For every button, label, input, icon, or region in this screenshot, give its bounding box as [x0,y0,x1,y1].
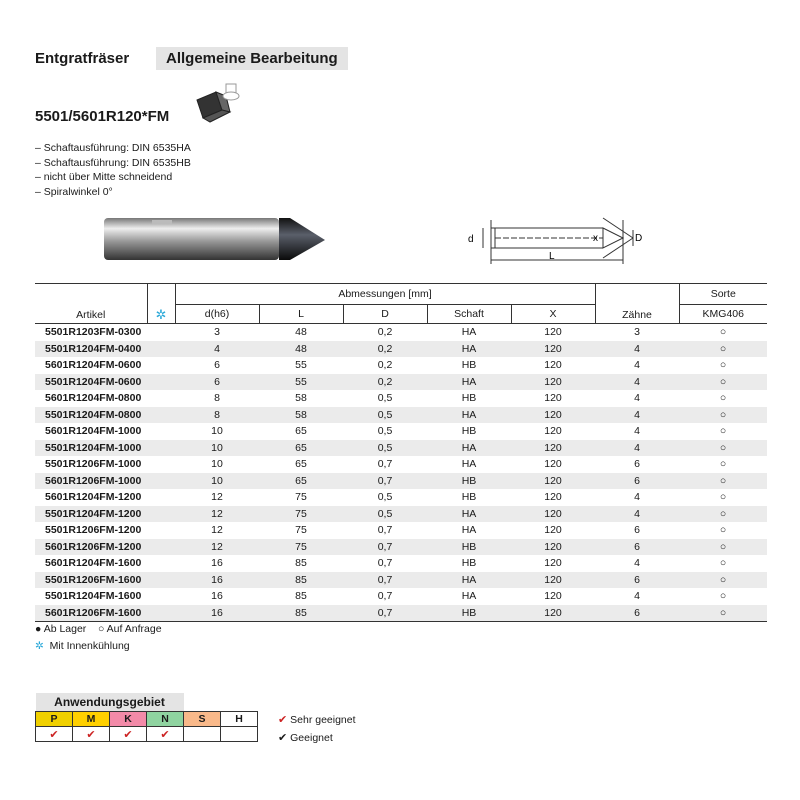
d-cell: 10 [211,458,223,471]
D-cell: 0,7 [377,590,393,603]
d-cell: 10 [175,473,259,490]
header-dimensions: Abmessungen [mm] [175,284,595,305]
availability-cell: ○ [679,506,767,523]
header-shank: Schaft [427,305,511,324]
table-row [35,390,767,407]
material-check-p: ✔ [36,727,73,742]
legend-very-suitable [278,713,356,726]
feature-list [35,141,191,199]
coolant-cell [147,374,175,391]
teeth-cell: 6 [595,605,679,622]
material-check-m: ✔ [73,727,110,742]
shank-cell: HA [461,524,477,537]
shank-cell: HA [427,572,511,589]
shank-cell: HB [461,425,477,438]
D-cell: 0,2 [377,326,393,339]
l-cell: 55 [295,359,307,372]
snowflake-icon: ✲ [155,307,167,322]
availability-cell: ○ [679,374,767,391]
availability-cell: ○ [679,407,767,424]
table-row [35,522,767,539]
coolant-cell [147,423,175,440]
article-cell: 5501R1206FM-1600 [35,572,147,589]
teeth-cell: 3 [634,326,640,339]
d-cell: 3 [214,326,220,339]
x-cell: 120 [511,374,595,391]
shank-cell: HA [461,458,477,471]
d-cell: 4 [175,341,259,358]
x-cell: 120 [544,590,562,603]
teeth-cell: 4 [634,425,640,438]
drawing-label-D: D [635,233,643,244]
x-cell: 120 [544,326,562,339]
table-row [35,456,767,473]
availability-cell: ○ [719,425,727,438]
D-cell: 0,2 [377,359,393,372]
l-cell: 58 [295,392,307,405]
availability-cell: ○ [679,341,767,358]
article-cell: 5601R1204FM-1200 [45,491,142,504]
article-cell: 5601R1206FM-1600 [35,605,147,622]
teeth-cell: 6 [634,524,640,537]
D-cell: 0,5 [343,506,427,523]
article-cell: 5501R1204FM-1600 [45,590,142,603]
D-cell: 0,5 [343,407,427,424]
l-cell: 65 [259,473,343,490]
teeth-cell: 4 [634,359,640,372]
D-cell: 0,7 [377,524,393,537]
l-cell: 75 [295,491,307,504]
header-sort: Sorte [679,284,767,305]
material-n: N [147,712,184,727]
feature-item: – Spiralwinkel 0° [35,185,113,198]
coolant-cell [147,357,175,374]
coolant-cell [147,456,175,473]
table-row [35,374,767,391]
article-cell: 5601R1206FM-1200 [35,539,147,556]
legend-availability [35,623,162,635]
coolant-cell [147,522,175,539]
d-cell: 12 [175,539,259,556]
l-cell: 65 [259,440,343,457]
table-row [35,423,767,440]
article-cell: 5501R1204FM-0600 [35,374,147,391]
technical-drawing [463,210,643,270]
snowflake-icon: ✲ [35,640,44,652]
material-check-k: ✔ [110,727,147,742]
teeth-cell: 4 [595,374,679,391]
product-code: 5501/5601R120*FM [35,108,170,125]
x-cell: 120 [511,407,595,424]
request-label: Auf Anfrage [106,623,162,635]
material-s: S [184,712,221,727]
x-cell: 120 [544,491,562,504]
teeth-cell: 4 [595,440,679,457]
x-cell: 120 [511,506,595,523]
D-cell: 0,2 [343,341,427,358]
material-check-n: ✔ [147,727,184,742]
shank-cell: HA [427,374,511,391]
teeth-cell: 4 [634,491,640,504]
d-cell: 12 [211,524,223,537]
d-cell: 6 [175,374,259,391]
teeth-cell: 6 [595,473,679,490]
shank-cell: HB [427,605,511,622]
D-cell: 0,5 [377,491,393,504]
table-row [35,506,767,523]
d-cell: 16 [211,590,223,603]
material-k: K [110,712,147,727]
availability-cell: ○ [679,440,767,457]
shank-cell: HB [427,539,511,556]
x-cell: 120 [511,605,595,622]
l-cell: 85 [295,557,307,570]
material-h: H [221,712,258,727]
table-row [35,539,767,556]
table-row [35,341,767,358]
d-cell: 12 [175,506,259,523]
availability-cell: ○ [719,326,727,339]
availability-cell: ○ [719,590,727,603]
l-cell: 55 [259,374,343,391]
shank-cell: HA [461,326,477,339]
table-row [35,588,767,605]
header-x: X [511,305,595,324]
x-cell: 120 [544,524,562,537]
drawing-label-L: L [549,251,555,262]
material-check-h [221,727,258,742]
D-cell: 0,7 [343,473,427,490]
availability-cell: ○ [719,491,727,504]
check-red-icon: ✔ [278,714,288,726]
category-title: Entgratfräser [35,50,130,67]
x-cell: 120 [511,572,595,589]
request-symbol: ○ [97,623,105,635]
feature-item: – Schaftausführung: DIN 6535HB [35,156,191,169]
article-cell: 5501R1206FM-1000 [45,458,142,471]
table-row [35,572,767,589]
D-cell: 0,2 [343,374,427,391]
availability-cell: ○ [679,605,767,622]
shank-cell: HA [427,440,511,457]
header-l: L [259,305,343,324]
D-cell: 0,7 [377,557,393,570]
d-cell: 16 [175,605,259,622]
coolant-cell [147,324,175,341]
coolant-cell [147,572,175,589]
header-d: d(h6) [175,305,259,324]
article-cell: 5501R1206FM-1200 [45,524,142,537]
x-cell: 120 [511,473,595,490]
feature-item: – nicht über Mitte schneidend [35,171,173,183]
l-cell: 75 [259,539,343,556]
availability-cell: ○ [719,557,727,570]
coolant-cell [147,555,175,572]
shank-cell: HB [461,392,477,405]
table-row [35,407,767,424]
availability-cell: ○ [679,572,767,589]
coolant-cell [147,341,175,358]
article-cell: 5501R1204FM-1000 [35,440,147,457]
suitable-label: Geeignet [290,732,333,744]
article-cell: 5501R1204FM-0800 [35,407,147,424]
coolant-cell [147,407,175,424]
D-cell: 0,5 [377,425,393,438]
legend-coolant [35,640,130,652]
availability-cell: ○ [719,458,727,471]
availability-cell: ○ [719,524,727,537]
l-cell: 85 [259,572,343,589]
check-black-icon: ✔ [278,732,288,744]
shank-cell: HB [461,359,477,372]
coolant-cell [147,390,175,407]
shank-cell: HB [427,473,511,490]
article-cell: 5601R1206FM-1000 [35,473,147,490]
article-cell: 5601R1204FM-1600 [45,557,142,570]
availability-cell: ○ [719,392,727,405]
header-grade: KMG406 [679,305,767,324]
coolant-cell [147,440,175,457]
article-cell: 5501R1204FM-1200 [35,506,147,523]
coolant-cell [147,473,175,490]
l-cell: 48 [295,326,307,339]
teeth-cell: 6 [634,458,640,471]
application-title: Anwendungsgebiet [36,693,184,712]
coolant-cell [147,588,175,605]
x-cell: 120 [544,458,562,471]
table-row [35,324,767,341]
material-check-s [184,727,221,742]
l-cell: 75 [295,524,307,537]
coolant-cell [147,489,175,506]
d-cell: 12 [211,491,223,504]
stock-symbol: ● [35,623,42,635]
teeth-cell: 4 [595,407,679,424]
shank-cell: HB [461,557,477,570]
legend-suitable [278,731,333,744]
d-cell: 16 [211,557,223,570]
l-cell: 85 [295,590,307,603]
feature-item: – Schaftausführung: DIN 6535HA [35,142,191,154]
coolant-cell [147,605,175,622]
teeth-cell: 4 [634,392,640,405]
l-cell: 75 [259,506,343,523]
d-cell: 10 [175,440,259,457]
shank-cell: HA [461,590,477,603]
article-cell: 5601R1204FM-0600 [45,359,142,372]
d-cell: 6 [214,359,220,372]
x-cell: 120 [511,440,595,457]
D-cell: 0,7 [343,605,427,622]
d-cell: 8 [214,392,220,405]
l-cell: 65 [295,458,307,471]
D-cell: 0,5 [377,392,393,405]
D-cell: 0,7 [377,458,393,471]
header-D: D [343,305,427,324]
d-cell: 8 [175,407,259,424]
shank-cell: HA [427,341,511,358]
l-cell: 65 [295,425,307,438]
material-m: M [73,712,110,727]
teeth-cell: 4 [634,557,640,570]
x-cell: 120 [544,557,562,570]
D-cell: 0,5 [343,440,427,457]
x-cell: 120 [544,392,562,405]
article-cell: 5501R1203FM-0300 [45,326,142,339]
x-cell: 120 [544,425,562,438]
stock-label: Ab Lager [43,623,87,635]
x-cell: 120 [544,359,562,372]
table-row [35,489,767,506]
l-cell: 58 [259,407,343,424]
teeth-cell: 6 [595,539,679,556]
table-row [35,440,767,457]
very-suitable-label: Sehr geeignet [290,714,356,726]
table-row [35,605,767,622]
application-table [35,693,258,742]
article-cell: 5601R1204FM-1000 [45,425,142,438]
category-tag: Allgemeine Bearbeitung [156,47,348,70]
x-cell: 120 [511,539,595,556]
product-table [35,283,767,622]
d-cell: 16 [175,572,259,589]
D-cell: 0,7 [343,572,427,589]
coolant-label: Mit Innenkühlung [49,640,130,652]
l-cell: 48 [259,341,343,358]
material-p: P [36,712,73,727]
tool-photo [100,212,328,268]
shank-cell: HB [461,491,477,504]
teeth-cell: 6 [595,572,679,589]
workpiece-icon [192,82,246,124]
l-cell: 85 [259,605,343,622]
availability-cell: ○ [679,473,767,490]
shank-cell: HA [427,407,511,424]
d-cell: 10 [211,425,223,438]
coolant-cell [147,539,175,556]
x-cell: 120 [511,341,595,358]
shank-cell: HA [427,506,511,523]
availability-cell: ○ [719,359,727,372]
drawing-label-x: x [593,233,598,244]
teeth-cell: 4 [634,590,640,603]
article-cell: 5501R1204FM-0400 [35,341,147,358]
header-article: Artikel [35,284,147,324]
D-cell: 0,7 [343,539,427,556]
drawing-label-d: d [468,234,474,245]
availability-cell: ○ [679,539,767,556]
header-coolant [147,284,175,324]
teeth-cell: 4 [595,506,679,523]
article-cell: 5601R1204FM-0800 [45,392,142,405]
teeth-cell: 4 [595,341,679,358]
table-row [35,555,767,572]
coolant-cell [147,506,175,523]
table-row [35,473,767,490]
table-row [35,357,767,374]
header-teeth: Zähne [595,284,679,324]
